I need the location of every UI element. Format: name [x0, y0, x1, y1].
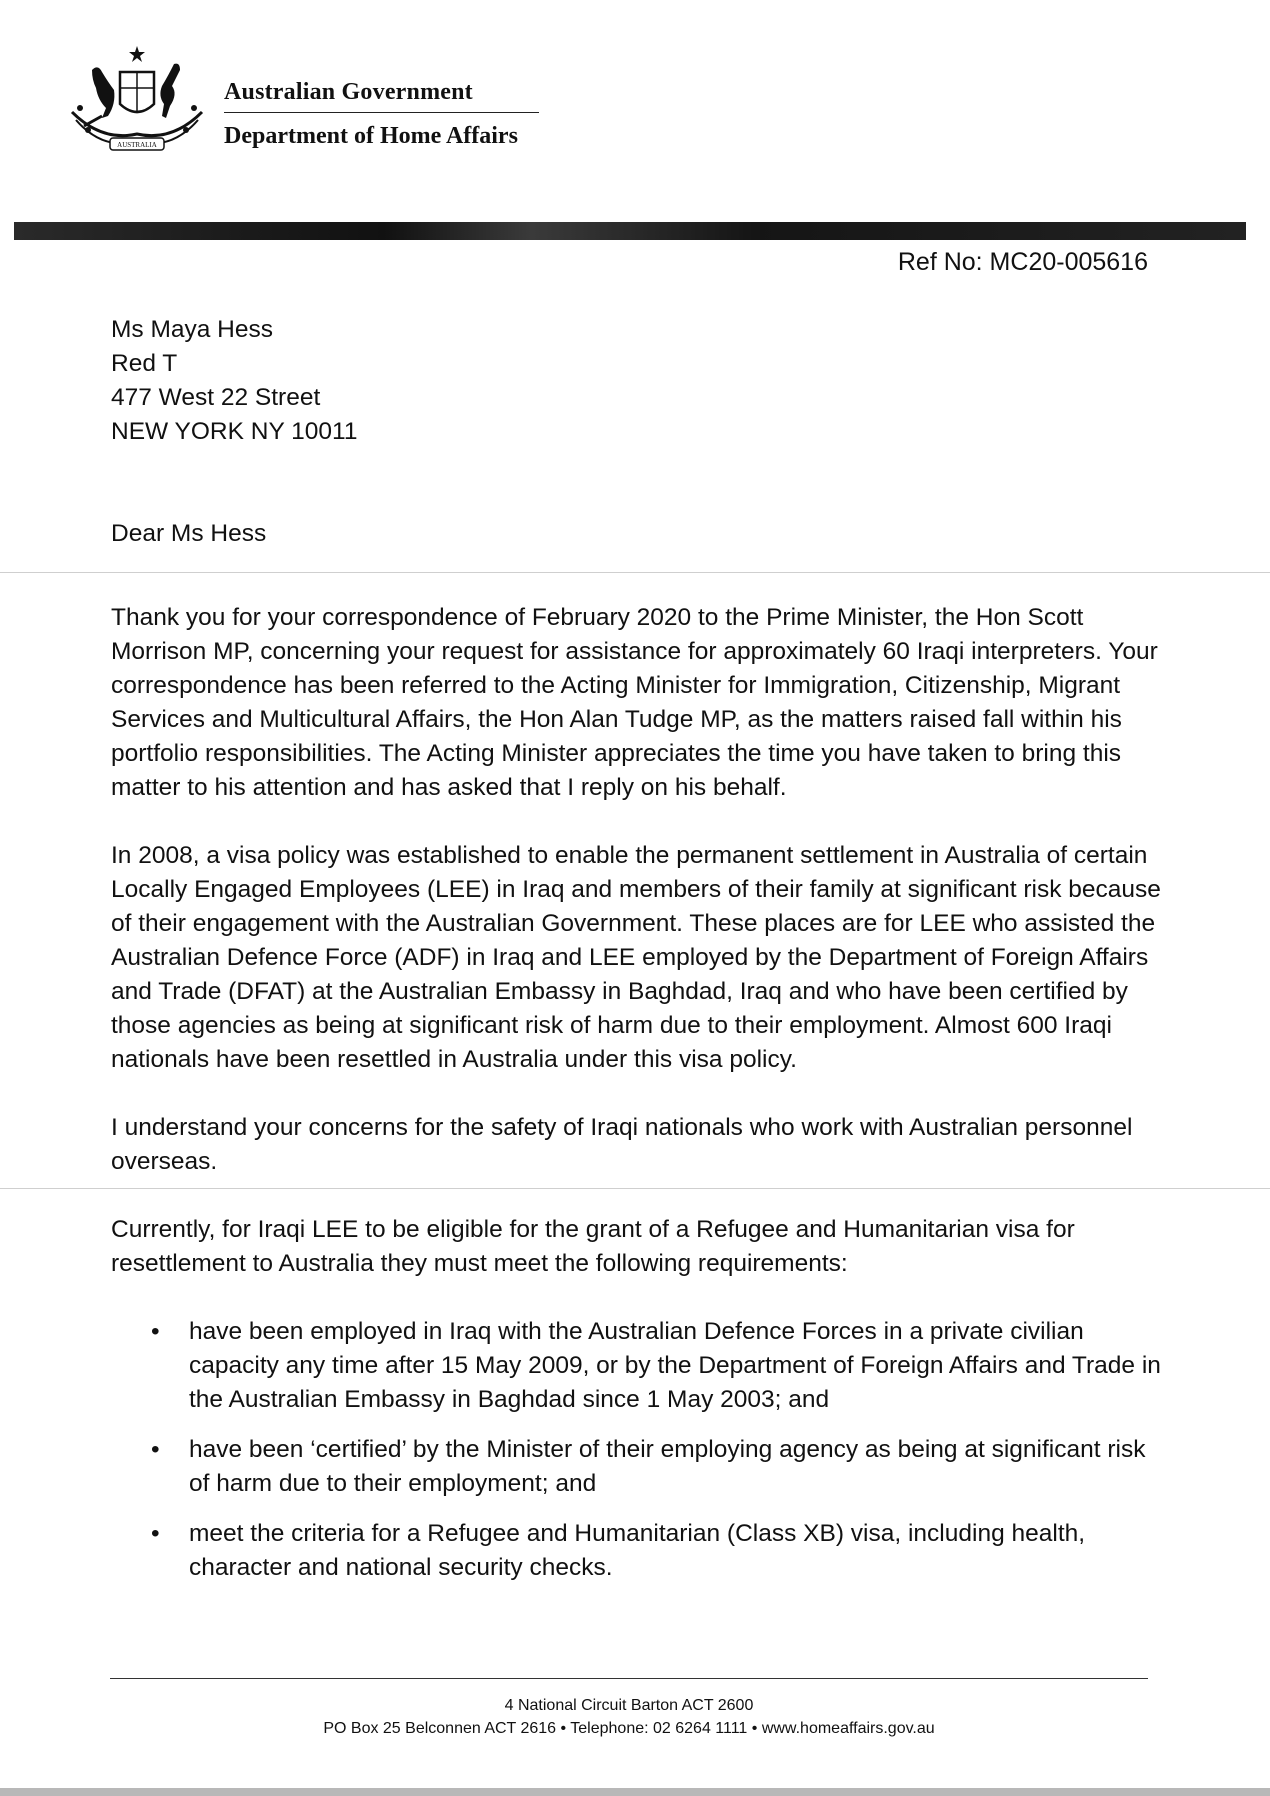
- paragraph: Thank you for your correspondence of February 2020 to the Prime Minister, the Hon Scott Morrison MP, concerning your request for assistance for approximately 60 Iraqi interpreters. Your correspondence has been referred to the Acting Minister for Immigration, Citizenship, Migrant Services and Multicultural Affairs, the Hon Alan Tudge MP, as the matters raised fall within his portfolio responsibilities. The Acting Minister appreciates the time you have taken to bring this matter to his attention and has asked that I reply on his behalf.: [111, 604, 1158, 801]
- salutation: Dear Ms Hess: [111, 520, 267, 547]
- list-item: [111, 1517, 1161, 1585]
- list-item-text: have been ‘certified’ by the Minister of their employing agency as being at significant risk of harm due to their employment; and: [189, 1436, 1146, 1497]
- address-line: Red T: [111, 350, 178, 377]
- department-name: Department of Home Affairs: [224, 123, 518, 149]
- government-name: Australian Government: [224, 79, 473, 105]
- scan-bottom-edge: [0, 1788, 1270, 1796]
- footer-address: 4 National Circuit Barton ACT 2600: [504, 1697, 754, 1714]
- footer-rule: [110, 1678, 1148, 1679]
- letter-body: [111, 313, 1161, 1601]
- bullet-icon: •: [151, 1520, 160, 1547]
- list-item-text: have been employed in Iraq with the Australian Defence Forces in a private civilian capacity any time after 15 May 2009, or by the Department of Foreign Affairs and Trade in the Australian Embassy in Baghdad since 1 May 2003; and: [189, 1318, 1161, 1413]
- paragraph: In 2008, a visa policy was established to enable the permanent settlement in Australia of certain Locally Engaged Employees (LEE) in Iraq and members of their family at significant risk because of their engagement with the Australian Government. These places are for LEE who assisted the Australian Defence Force (ADF) in Iraq and LEE employed by the Department of Foreign Affairs and Trade (DFAT) at the Australian Embassy in Baghdad, Iraq and who have been certified by those agencies as being at significant risk of harm due to their employment. Almost 600 Iraqi nationals have been resettled in Australia under this visa policy.: [111, 842, 1161, 1073]
- paragraph: Currently, for Iraqi LEE to be eligible for the grant of a Refugee and Humanitarian visa for resettlement to Australia they must meet the following requirements:: [111, 1216, 1075, 1277]
- reference-number: Ref No: MC20-005616: [897, 248, 1148, 276]
- footer-contact: PO Box 25 Belconnen ACT 2616 • Telephone: 02 6264 1111 • www.homeaffairs.gov.au: [323, 1720, 935, 1737]
- address-line: NEW YORK NY 10011: [111, 418, 358, 445]
- address-line: 477 West 22 Street: [111, 384, 321, 411]
- requirements-list: [111, 1315, 1161, 1585]
- coat-of-arms-icon: [62, 42, 212, 160]
- svg-text:AUSTRALIA: AUSTRALIA: [117, 141, 157, 149]
- letterhead: [62, 42, 582, 162]
- letterhead-rule: [224, 112, 539, 113]
- list-item: [111, 1315, 1161, 1417]
- organisation-name: [224, 78, 539, 150]
- paragraph: I understand your concerns for the safety of Iraqi nationals who work with Australian personnel overseas.: [111, 1114, 1133, 1175]
- footer: [110, 1694, 1148, 1740]
- bullet-icon: •: [151, 1318, 160, 1345]
- address-line: Ms Maya Hess: [111, 316, 274, 343]
- recipient-address: [111, 313, 1161, 449]
- list-item: [111, 1433, 1161, 1501]
- header-band: [14, 222, 1246, 240]
- bullet-icon: •: [151, 1436, 160, 1463]
- list-item-text: meet the criteria for a Refugee and Humanitarian (Class XB) visa, including health, character and national security checks.: [189, 1520, 1086, 1581]
